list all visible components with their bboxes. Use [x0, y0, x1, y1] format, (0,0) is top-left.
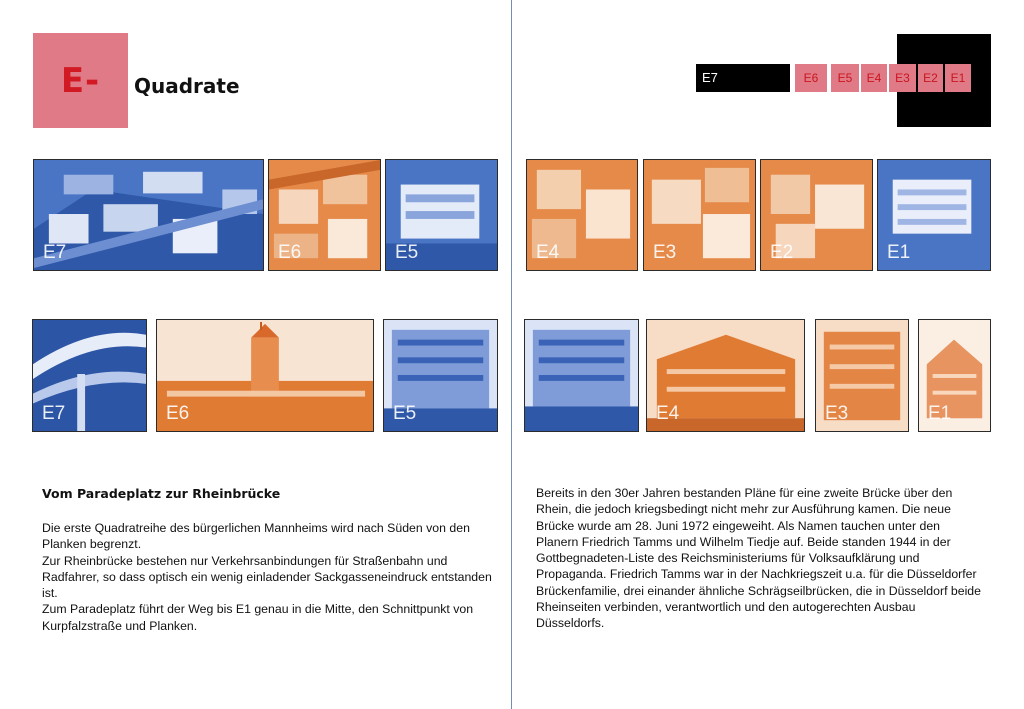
photo-label: E5: [393, 403, 417, 424]
aerial-photo-e1[interactable]: [877, 159, 991, 271]
section-badge: [33, 33, 128, 128]
building-photo-e5[interactable]: [383, 319, 498, 432]
historic-photo-e1[interactable]: [918, 319, 991, 432]
nav-square-e1[interactable]: E1: [945, 64, 971, 92]
photo-label: E5: [395, 242, 419, 263]
paragraph: Zum Paradeplatz führt der Weg bis E1 genau in die Mitte, den Schnittpunkt von Kurpfalzstraße und Planken.: [42, 602, 474, 633]
nav-square-e6[interactable]: E6: [795, 64, 827, 92]
paragraph: Die erste Quadratreihe des bürgerlichen Mannheims wird nach Süden von den Planken begrenzt.: [42, 521, 470, 552]
photo-label: E3: [825, 403, 849, 424]
church-image: [157, 320, 373, 431]
nav-square-e3[interactable]: E3: [889, 64, 916, 92]
historic-photo-e3[interactable]: [815, 319, 909, 432]
section-heading: Vom Paradeplatz zur Rheinbrücke: [42, 486, 281, 501]
nav-square-e4[interactable]: E4: [861, 64, 887, 92]
photo-label: E2: [770, 242, 794, 263]
building-photo-e5b[interactable]: [524, 319, 639, 432]
aerial-photo-e4[interactable]: [526, 159, 638, 271]
nav-square-e5[interactable]: E5: [831, 64, 859, 92]
historic-photo-e4[interactable]: [646, 319, 805, 432]
aerial-photo-e5[interactable]: [385, 159, 498, 271]
photo-label: E4: [656, 403, 680, 424]
aerial-photo-e6[interactable]: [268, 159, 381, 271]
city-aerial-image: [34, 160, 263, 270]
badge-text: E-: [60, 60, 101, 101]
aerial-photo-e2[interactable]: [760, 159, 873, 271]
photo-label: E6: [166, 403, 190, 424]
paragraph: Bereits in den 30er Jahren bestanden Pläne für eine zweite Brücke über den Rhein, die jedoch kriegsbedingt nicht mehr zur Ausführung kamen. Die neue Brücke wurde am 28. Juni 1972 eingeweiht. Als Namen tauchen unter den Planern Friedrich Tamms und Wilhelm Tiedje auf. Beide standen 1944 in der Gottbegnadeten-Liste des Reichsministeriums für Volksaufklärung und Propaganda. Friedrich Tamms war in der Nachkriegszeit u.a. für die Düsseldorfer Brückenfamilie, drei einander ähnliche Schrägseilbrücken, die in Düsseldorf beide Rheinseiten verbinden, verantwortlich und den autogerechten Ausbau Düsseldorfs.: [536, 486, 981, 631]
photo-label: E4: [536, 242, 560, 263]
photo-label: E1: [887, 242, 911, 263]
church-photo-e6[interactable]: [156, 319, 374, 432]
photo-label: E7: [43, 242, 67, 263]
right-body-text: [536, 485, 984, 632]
page-title: Quadrate: [134, 74, 240, 98]
photo-label: E3: [653, 242, 677, 263]
page-spine: [511, 0, 512, 709]
nav-square-e2[interactable]: E2: [918, 64, 943, 92]
paragraph: Zur Rheinbrücke bestehen nur Verkehrsanbindungen für Straßenbahn und Radfahrer, so dass optisch ein wenig einladender Sackgasseneindruck entstanden ist.: [42, 553, 492, 601]
bridge-photo-e7[interactable]: [32, 319, 147, 432]
left-body-text: [42, 520, 492, 634]
facade-image: [525, 320, 638, 431]
photo-label: E1: [928, 403, 952, 424]
photo-label: E6: [278, 242, 302, 263]
nav-square-e7[interactable]: E7: [696, 64, 790, 92]
aerial-photo-e7[interactable]: [33, 159, 264, 271]
photo-label: E7: [42, 403, 66, 424]
aerial-photo-e3[interactable]: [643, 159, 756, 271]
